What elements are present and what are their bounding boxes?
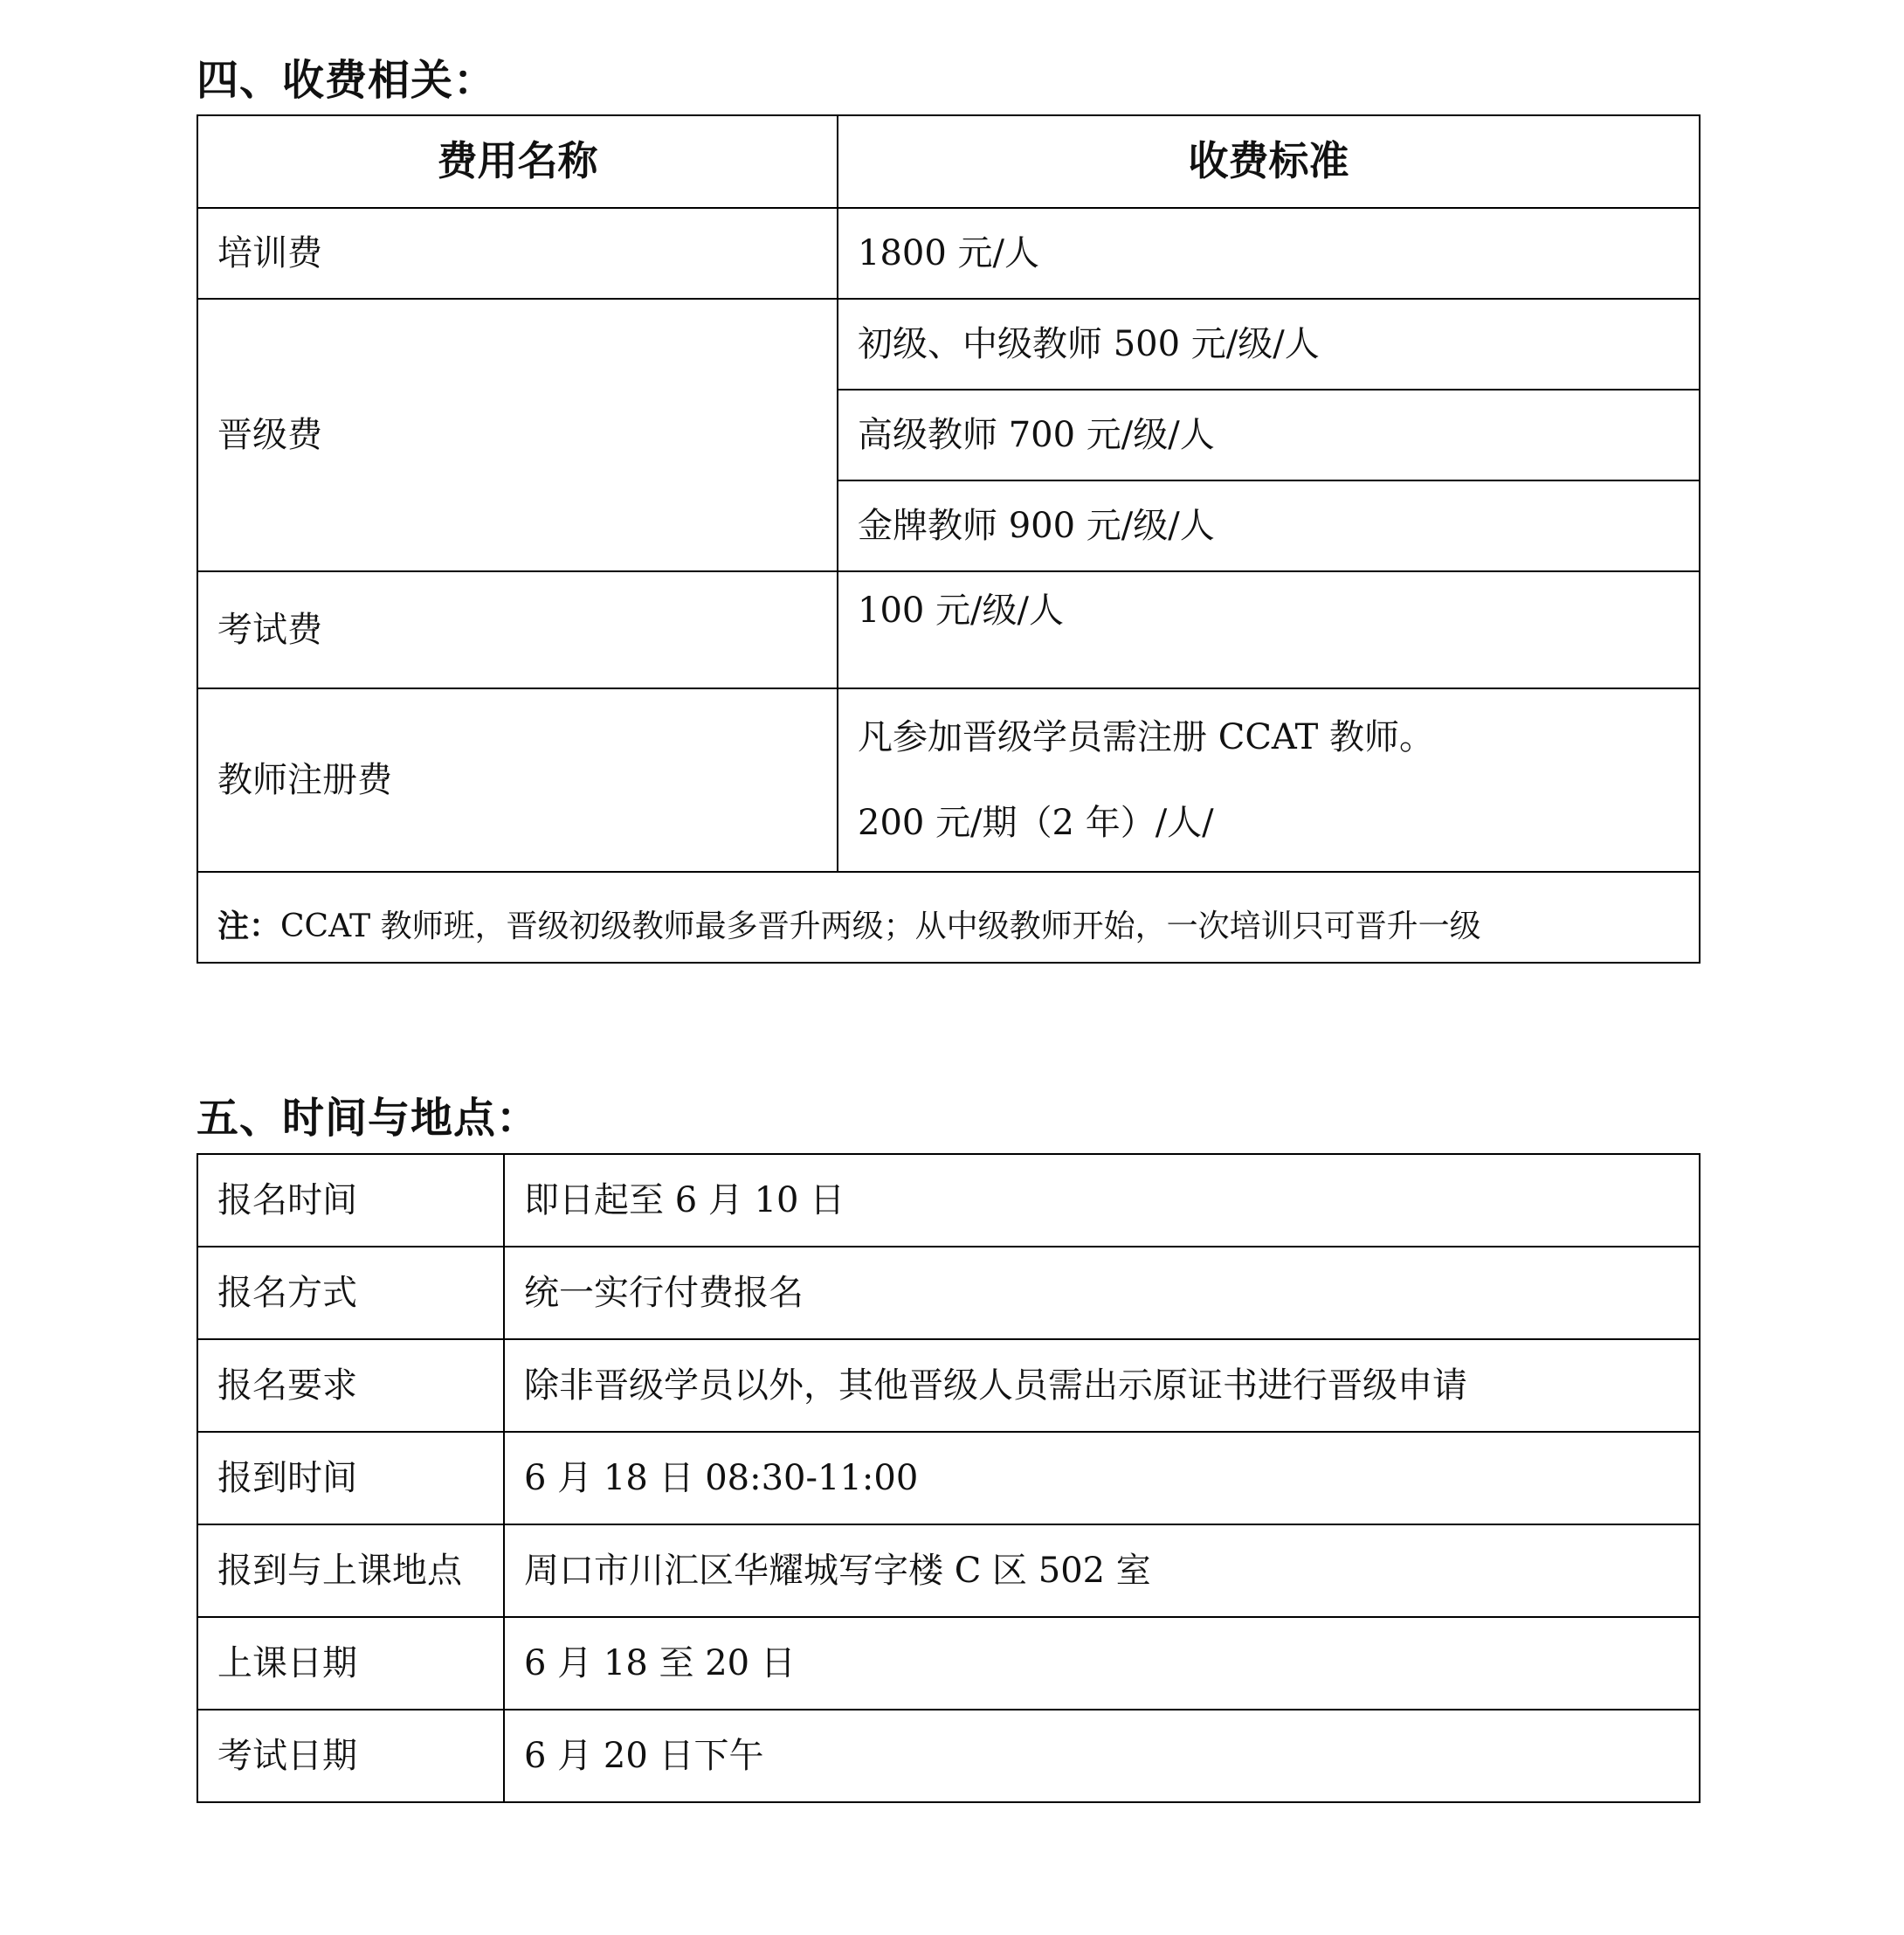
table-row <box>197 1432 1700 1524</box>
registration-requirement-label: 报名要求 <box>197 1339 504 1432</box>
table-row <box>197 1710 1700 1802</box>
training-fee-value: 1800 元/人 <box>838 208 1700 299</box>
registration-fee-line-2: 200 元/期（2 年）/人/ <box>858 803 1214 843</box>
promotion-fee-label: 晋级费 <box>197 299 838 571</box>
registration-fee-label: 教师注册费 <box>197 688 838 872</box>
registration-method-label: 报名方式 <box>197 1247 504 1339</box>
registration-fee-line-1: 凡参加晋级学员需注册 CCAT 教师。 <box>858 717 1435 757</box>
registration-requirement-value: 除非晋级学员以外，其他晋级人员需出示原证书进行晋级申请 <box>504 1339 1700 1432</box>
check-in-time-value: 6 月 18 日 08:30-11:00 <box>504 1432 1700 1524</box>
training-fee-label: 培训费 <box>197 208 838 299</box>
table-row <box>197 208 1700 299</box>
class-date-label: 上课日期 <box>197 1617 504 1710</box>
exam-fee-value: 100 元/级/人 <box>838 571 1700 688</box>
section-5-heading: 五、时间与地点： <box>197 1094 540 1143</box>
registration-time-label: 报名时间 <box>197 1154 504 1247</box>
promotion-fee-gold: 金牌教师 900 元/级/人 <box>838 480 1700 571</box>
fee-note <box>197 872 1700 963</box>
table-row <box>197 571 1700 688</box>
table-row <box>197 688 1700 872</box>
check-in-time-label: 报到时间 <box>197 1432 504 1524</box>
class-date-value: 6 月 18 至 20 日 <box>504 1617 1700 1710</box>
exam-date-label: 考试日期 <box>197 1710 504 1802</box>
registration-fee-value <box>838 688 1700 872</box>
time-place-table <box>197 1153 1700 1803</box>
table-row <box>197 299 1700 390</box>
table-row <box>197 1524 1700 1617</box>
table-row <box>197 1154 1700 1247</box>
table-row <box>197 1617 1700 1710</box>
section-4-heading: 四、收费相关： <box>197 56 497 105</box>
note-row <box>197 872 1700 963</box>
venue-value: 周口市川汇区华耀城写字楼 C 区 502 室 <box>504 1524 1700 1617</box>
note-text: CCAT 教师班，晋级初级教师最多晋升两级；从中级教师开始，一次培训只可晋升一级 <box>280 909 1481 945</box>
venue-label: 报到与上课地点 <box>197 1524 504 1617</box>
fee-table-header-row <box>197 115 1700 208</box>
exam-date-value: 6 月 20 日下午 <box>504 1710 1700 1802</box>
table-row <box>197 1247 1700 1339</box>
exam-fee-label: 考试费 <box>197 571 838 688</box>
table-row <box>197 1339 1700 1432</box>
fee-table <box>197 114 1700 964</box>
promotion-fee-senior: 高级教师 700 元/级/人 <box>838 390 1700 480</box>
fee-name-header: 费用名称 <box>197 115 838 208</box>
note-label: 注： <box>217 909 281 945</box>
promotion-fee-junior: 初级、中级教师 500 元/级/人 <box>838 299 1700 390</box>
registration-method-value: 统一实行付费报名 <box>504 1247 1700 1339</box>
fee-standard-header: 收费标准 <box>838 115 1700 208</box>
registration-time-value: 即日起至 6 月 10 日 <box>504 1154 1700 1247</box>
